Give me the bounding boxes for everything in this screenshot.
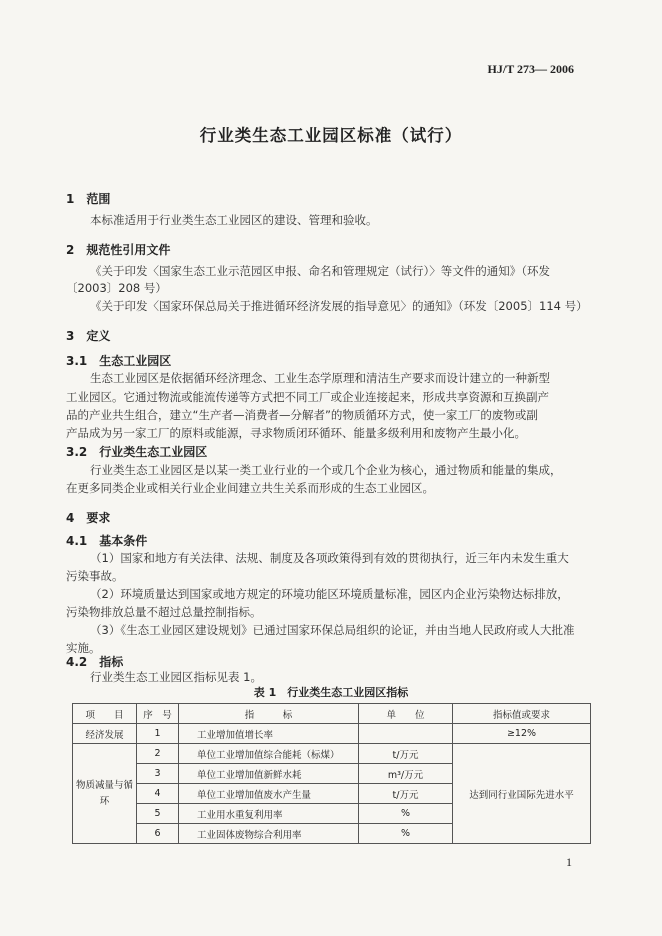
table-header-cell: 指 标 bbox=[179, 704, 359, 724]
paragraph-line: 污染事故。 bbox=[66, 569, 124, 583]
paragraph-line: 行业类生态工业园区指标见表 1。 bbox=[90, 670, 262, 684]
unit-cell: m³/万元 bbox=[359, 764, 453, 784]
paragraph-line: 实施。 bbox=[66, 641, 101, 655]
unit-cell: t/万元 bbox=[359, 744, 453, 764]
requirement-cell: 达到同行业国际先进水平 bbox=[453, 744, 591, 844]
table-header-cell: 项 目 bbox=[73, 704, 137, 724]
section-heading: 1 范围 bbox=[66, 192, 111, 206]
table-caption: 表 1 行业类生态工业园区指标 bbox=[253, 686, 409, 699]
paragraph-line: （3）《生态工业园区建设规划》已通过国家环保总局组织的论证，并由当地人民政府或人大批准 bbox=[90, 623, 575, 637]
indicator-cell: 工业增加值增长率 bbox=[179, 724, 359, 744]
reference-line: 《关于印发〈国家环保总局关于推进循环经济发展的指导意见〉的通知》（环发〔2005〕114 号） bbox=[90, 299, 588, 313]
table-header-row bbox=[73, 704, 591, 724]
subsection-heading: 3.1 生态工业园区 bbox=[66, 354, 172, 368]
number-cell: 2 bbox=[137, 744, 179, 764]
page-title: 行业类生态工业园区标准（试行） bbox=[199, 126, 463, 145]
unit-cell bbox=[359, 724, 453, 744]
group-cell: 经济发展 bbox=[73, 724, 137, 744]
number-cell: 6 bbox=[137, 824, 179, 844]
table-row bbox=[73, 724, 591, 744]
section-heading: 2 规范性引用文件 bbox=[66, 243, 171, 257]
paragraph-line: 在更多同类企业或相关行业企业间建立共生关系而形成的生态工业园区。 bbox=[66, 481, 434, 495]
indicator-cell: 工业用水重复利用率 bbox=[179, 804, 359, 824]
indicator-cell: 单位工业增加值废水产生量 bbox=[179, 784, 359, 804]
group-cell: 物质减量与循环 bbox=[73, 744, 137, 844]
indicator-cell: 单位工业增加值综合能耗（标煤） bbox=[179, 744, 359, 764]
subsection-heading: 4.1 基本条件 bbox=[66, 534, 148, 548]
paragraph-line: 品的产业共生组合，建立“生产者—消费者—分解者”的物质循环方式，使一家工厂的废物或副 bbox=[66, 408, 538, 422]
number-cell: 4 bbox=[137, 784, 179, 804]
standard-code: HJ/T 273— 2006 bbox=[487, 62, 574, 76]
number-cell: 5 bbox=[137, 804, 179, 824]
section-heading: 3 定义 bbox=[66, 329, 111, 343]
unit-cell: % bbox=[359, 804, 453, 824]
paragraph-line: （1）国家和地方有关法律、法规、制度及各项政策得到有效的贯彻执行，近三年内未发生重大 bbox=[90, 551, 569, 565]
paragraph-line: 生态工业园区是依据循环经济理念、工业生态学原理和清洁生产要求而设计建立的一种新型 bbox=[90, 371, 550, 385]
paragraph: 本标准适用于行业类生态工业园区的建设、管理和验收。 bbox=[90, 213, 378, 227]
indicator-table bbox=[72, 703, 591, 844]
paragraph-line: 行业类生态工业园区是以某一类工业行业的一个或几个企业为核心，通过物质和能量的集成， bbox=[90, 463, 562, 477]
number-cell: 1 bbox=[137, 724, 179, 744]
unit-cell: t/万元 bbox=[359, 784, 453, 804]
paragraph-line: 工业园区。它通过物流或能流传递等方式把不同工厂或企业连接起来，形成共享资源和互换副产 bbox=[66, 390, 549, 404]
paragraph-line: （2）环境质量达到国家或地方规定的环境功能区环境质量标准，园区内企业污染物达标排放， bbox=[90, 587, 569, 601]
section-heading: 4 要求 bbox=[66, 511, 111, 525]
requirement-cell: ≥12% bbox=[453, 724, 591, 744]
table-row bbox=[73, 744, 591, 764]
indicator-cell: 单位工业增加值新鲜水耗 bbox=[179, 764, 359, 784]
page-number: 1 bbox=[566, 855, 572, 869]
table-header-cell: 指标值或要求 bbox=[453, 704, 591, 724]
subsection-heading: 3.2 行业类生态工业园区 bbox=[66, 445, 208, 459]
subsection-heading: 4.2 指标 bbox=[66, 655, 124, 669]
number-cell: 3 bbox=[137, 764, 179, 784]
paragraph-line: 产品成为另一家工厂的原料或能源，寻求物质闭环循环、能量多级利用和废物产生最小化。 bbox=[66, 426, 526, 440]
paragraph-line: 污染物排放总量不超过总量控制指标。 bbox=[66, 605, 262, 619]
reference-line: 《关于印发〈国家生态工业示范园区申报、命名和管理规定（试行）〉等文件的通知》（环发 bbox=[90, 264, 550, 278]
reference-line: 〔2003〕208 号） bbox=[66, 281, 167, 295]
indicator-cell: 工业固体废物综合利用率 bbox=[179, 824, 359, 844]
unit-cell: % bbox=[359, 824, 453, 844]
table-header-cell: 序 号 bbox=[137, 704, 179, 724]
table-header-cell: 单 位 bbox=[359, 704, 453, 724]
